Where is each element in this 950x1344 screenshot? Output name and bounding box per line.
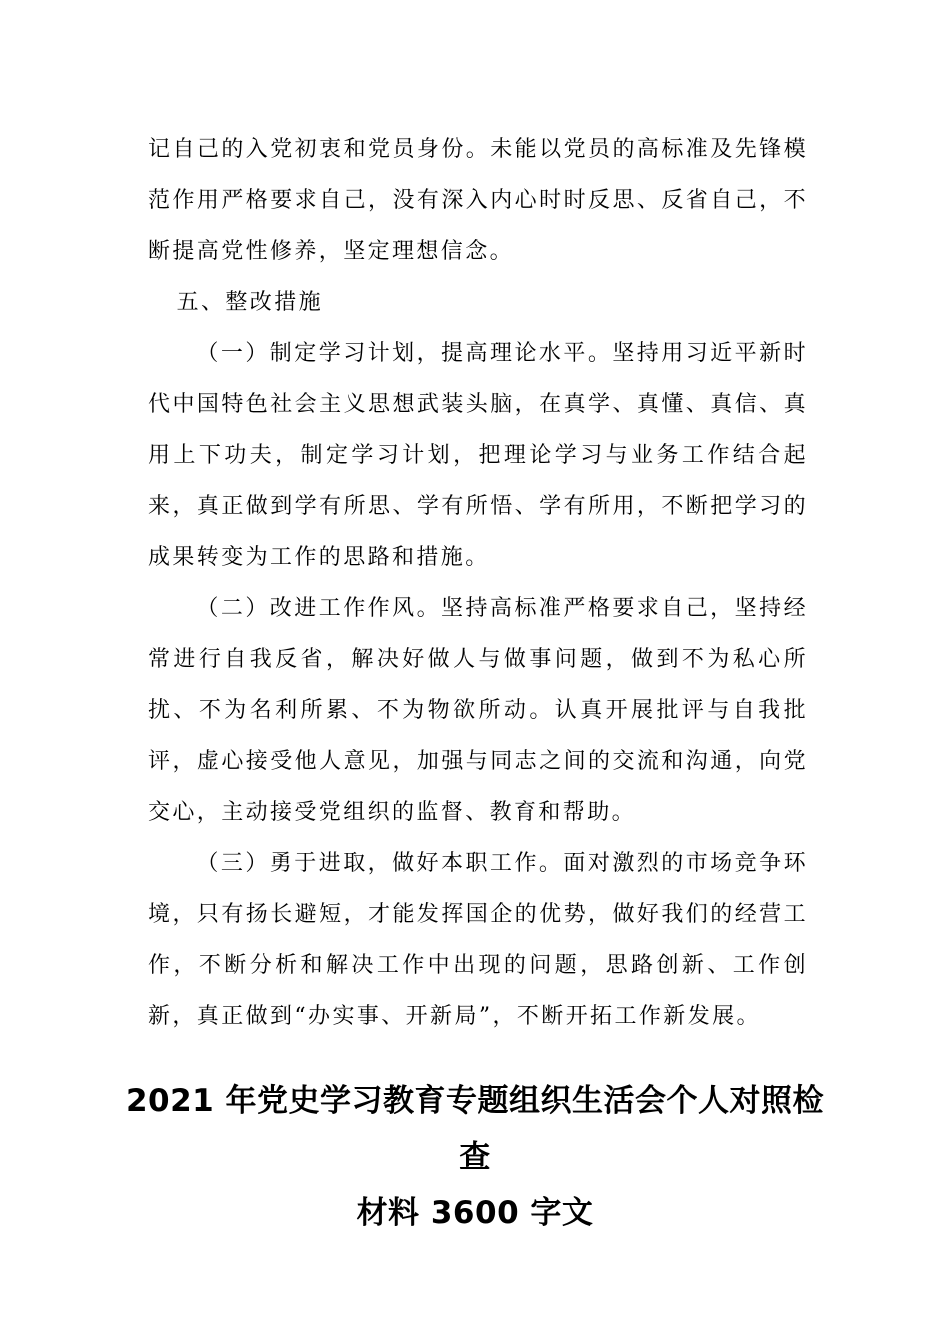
paragraph-job-duties: （三）勇于进取，做好本职工作。面对激烈的市场竞争环境，只有扬长避短，才能发挥国企的优势，做好我们的经营工作，不断分析和解决工作中出现的问题，思路创新、工作创新，真正做到“办实事、开新局”，不断开拓工作新发展。 — [148, 851, 808, 1029]
paragraph-work-style: （二）改进工作作风。坚持高标准严格要求自己，坚持经常进行自我反省，解决好做人与做事问题，做到不为私心所扰、不为名利所累、不为物欲所动。认真开展批评与自我批评，虚心接受他人意见，加强与同志之间的交流和沟通，向党交心，主动接受党组织的监督、教育和帮助。 — [148, 596, 808, 825]
section-heading-rectification: 五、整改措施 — [176, 290, 323, 315]
paragraph-continued: 记自己的入党初衷和党员身份。未能以党员的高标准及先锋模范作用严格要求自己，没有深入内心时时反思、反省自己，不断提高党性修养，坚定理想信念。 — [148, 137, 808, 264]
document-body — [148, 124, 808, 1042]
paragraph-study-plan: （一）制定学习计划，提高理论水平。坚持用习近平新时代中国特色社会主义思想武装头脑，在真学、真懂、真信、真用上下功夫，制定学习计划，把理论学习与业务工作结合起来，真正做到学有所思、学有所悟、学有所用，不断把学习的成果转变为工作的思路和措施。 — [148, 341, 808, 570]
document-title — [120, 1073, 830, 1241]
document-title-line-1: 2021 年党史学习教育专题组织生活会个人对照检查 — [125, 1082, 825, 1175]
document-title-line-2: 材料 3600 字文 — [356, 1194, 594, 1231]
